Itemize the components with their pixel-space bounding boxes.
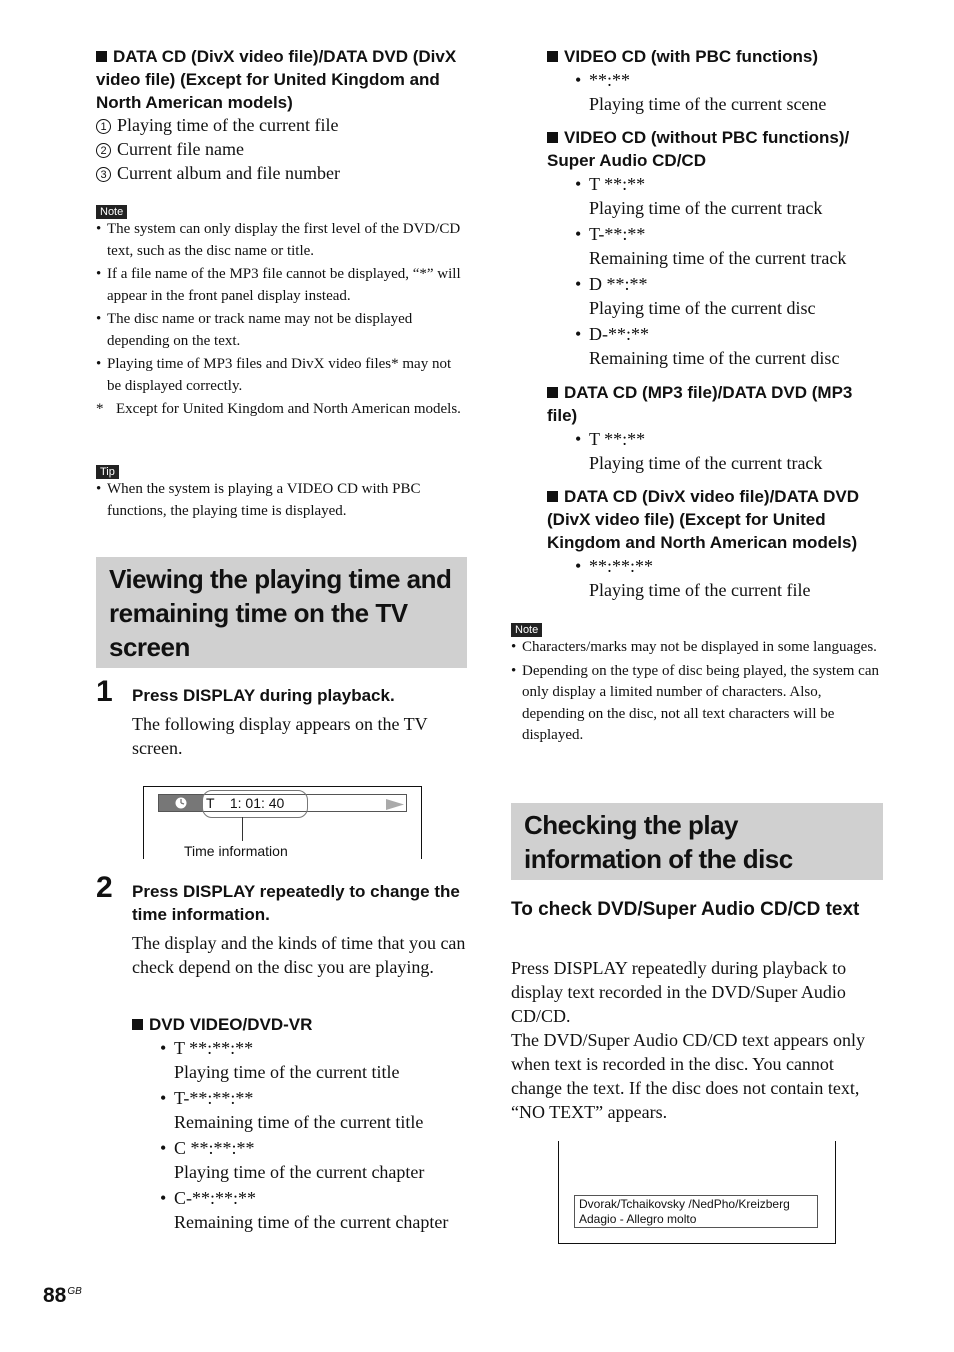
- divx-time-desc: Playing time of the current file: [589, 580, 811, 600]
- display-item-list: [96, 113, 468, 185]
- text-display-illustration: [558, 1141, 836, 1244]
- disc-text-line: Dvorak/Tchaikovsky /NedPho/Kreizberg: [579, 1197, 790, 1211]
- dvd-time-desc: Playing time of the current chapter: [174, 1162, 425, 1182]
- check-text-subheading: To check DVD/Super Audio CD/CD text: [511, 899, 860, 920]
- circled-number-icon: 2: [96, 143, 111, 158]
- callout-line: [242, 817, 243, 841]
- vcd-time-desc: Playing time of the current track: [589, 198, 823, 218]
- check-text-para1: Press DISPLAY repeatedly during playback to display text recorded in the DVD/Super Audio CD/CD.: [511, 958, 847, 1026]
- display-item: 1 Playing time of the current file: [96, 113, 468, 137]
- square-bullet-icon: [547, 132, 558, 143]
- vcd-pbc-time-desc: Playing time of the current scene: [589, 94, 827, 114]
- vcd-time-item: • T-**:**: [575, 224, 646, 244]
- dvd-heading: DVD VIDEO/DVD-VR: [132, 1013, 468, 1036]
- osd-label: Time information: [184, 843, 288, 859]
- dvd-time-item: • T **:**:**: [160, 1038, 254, 1058]
- note-list: [96, 219, 468, 421]
- vcd-time-desc: Playing time of the current disc: [589, 298, 816, 318]
- check-text-para2: The DVD/Super Audio CD/CD text appears only when text is recorded in the disc. You cannot change the text. If the disc does not contain text, “NO TEXT” appears.: [511, 1030, 865, 1122]
- dvd-time-item: • T-**:**:**: [160, 1088, 254, 1108]
- step1-title: Press DISPLAY during playback.: [132, 686, 395, 705]
- dvd-time-desc: Remaining time of the current title: [174, 1112, 424, 1132]
- divx-heading: DATA CD (DivX video file)/DATA DVD (DivX video file) (Except for United Kingdom and North American models): [547, 487, 859, 552]
- step1-body: The following display appears on the TV screen.: [132, 714, 428, 758]
- page-number: $88^{GB}$: [43, 1284, 82, 1307]
- vcd-time-item: • T **:**: [575, 174, 646, 194]
- step-number: 1: [96, 675, 113, 708]
- tip-label: Tip: [96, 462, 119, 480]
- tip-item: • When the system is playing a VIDEO CD with PBC functions, the playing time is displayed.: [96, 479, 468, 522]
- note-item: • Playing time of MP3 files and DivX video files* may not be displayed correctly.: [96, 354, 468, 397]
- circled-number-icon: 3: [96, 167, 111, 182]
- tip-list: [96, 479, 468, 522]
- note-label: Note: [511, 620, 542, 638]
- note-label: Note: [96, 202, 127, 220]
- square-bullet-icon: [547, 51, 558, 62]
- dvd-time-desc: Remaining time of the current chapter: [174, 1212, 449, 1232]
- play-arrow-icon: [386, 797, 404, 815]
- divx-section-heading: DATA CD (DivX video file)/DATA DVD (DivX video file) (Except for United Kingdom and North American models): [96, 47, 457, 112]
- mp3-time-item: • T **:**: [575, 429, 646, 449]
- vcd-heading: VIDEO CD (without PBC functions)/ Super Audio CD/CD: [547, 128, 850, 170]
- circled-number-icon: 1: [96, 119, 111, 134]
- note-item: • The system can only display the first level of the DVD/CD text, such as the disc name or title.: [96, 219, 468, 262]
- note-item: • If a file name of the MP3 file cannot be displayed, “*” will appear in the front panel display instead.: [96, 264, 468, 307]
- mp3-heading: DATA CD (MP3 file)/DATA DVD (MP3 file): [547, 383, 853, 425]
- disc-text-box: [574, 1195, 818, 1228]
- square-bullet-icon: [547, 387, 558, 398]
- dvd-time-item: • C **:**:**: [160, 1138, 255, 1158]
- vcd-time-desc: Remaining time of the current disc: [589, 348, 840, 368]
- note-item: • Characters/marks may not be displayed in some languages.: [511, 637, 883, 659]
- osd-illustration: [143, 786, 422, 859]
- asterisk-note: * Except for United Kingdom and North American models.: [96, 401, 461, 417]
- section-banner-playing-time: Viewing the playing time and remaining time on the TV screen: [96, 557, 467, 668]
- vcd-time-item: • D-**:**: [575, 324, 649, 344]
- osd-time: T 1: 01: 40: [206, 795, 285, 811]
- vcd-pbc-time-item: • **:**: [575, 70, 631, 90]
- vcd-time-item: • D **:**: [575, 274, 648, 294]
- disc-text-line: Adagio - Allegro molto: [579, 1212, 697, 1226]
- square-bullet-icon: [132, 1019, 143, 1030]
- vcd-time-desc: Remaining time of the current track: [589, 248, 847, 268]
- display-item: 2 Current file name: [96, 137, 468, 161]
- dvd-time-desc: Playing time of the current title: [174, 1062, 400, 1082]
- note-item: • The disc name or track name may not be displayed depending on the text.: [96, 309, 468, 352]
- divx-time-item: • **:**:**: [575, 556, 654, 576]
- square-bullet-icon: [96, 51, 107, 62]
- note-item: • Depending on the type of disc being played, the system can only display a limited number of characters. Also, depending on the disc, not all text characters will be displayed.: [511, 661, 883, 747]
- step-number: 2: [96, 871, 113, 904]
- time-callout-outline: [202, 790, 308, 818]
- note-list: [511, 637, 883, 747]
- vcd-pbc-heading: VIDEO CD (with PBC functions): [547, 45, 883, 68]
- display-item: 3 Current album and file number: [96, 161, 468, 185]
- step2-body: The display and the kinds of time that you can check depend on the disc you are playing.: [132, 933, 466, 977]
- step2-title: Press DISPLAY repeatedly to change the time information.: [132, 882, 460, 924]
- clock-icon: [159, 795, 203, 811]
- section-banner-play-info: Checking the play information of the disc: [511, 803, 883, 880]
- square-bullet-icon: [547, 491, 558, 502]
- mp3-time-desc: Playing time of the current track: [589, 453, 823, 473]
- dvd-time-item: • C-**:**:**: [160, 1188, 257, 1208]
